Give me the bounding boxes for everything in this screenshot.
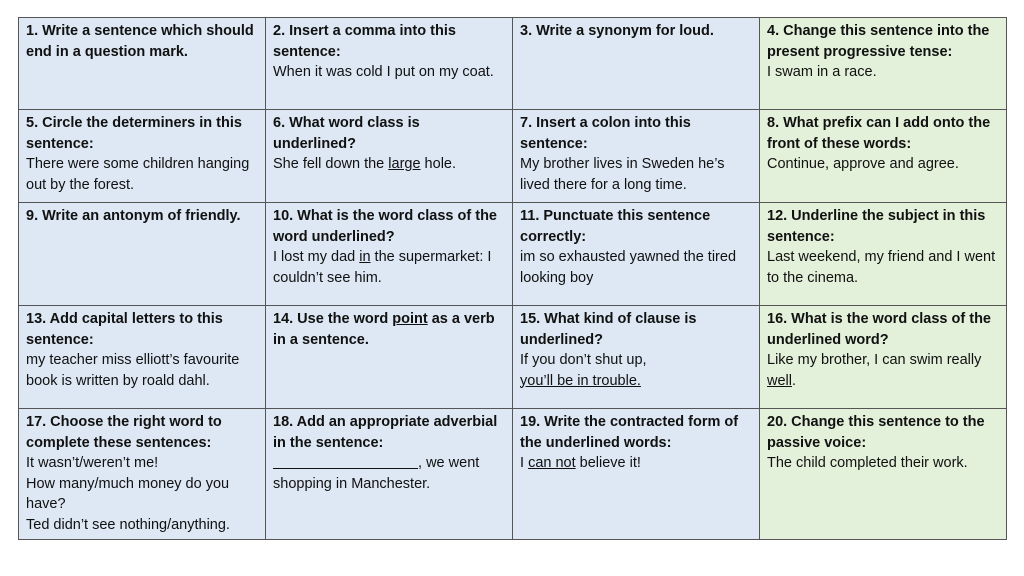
question-cell xyxy=(266,409,513,540)
question-cell xyxy=(760,409,1007,540)
grid-row xyxy=(19,110,1007,203)
question-cell xyxy=(19,18,266,110)
question-cell xyxy=(266,203,513,306)
question-cell xyxy=(513,203,760,306)
question-text: How many/much money do you have? xyxy=(26,475,230,512)
grid-row xyxy=(19,409,1007,540)
grid-row xyxy=(19,18,1007,110)
text-part: hole. xyxy=(420,156,457,172)
question-text xyxy=(273,247,505,288)
question-text xyxy=(520,350,752,391)
question-text xyxy=(520,453,752,474)
question-cell xyxy=(760,110,1007,203)
question-title: 15. What kind of clause is underlined? xyxy=(520,311,697,348)
text-part: as a verb in a sentence. xyxy=(273,311,495,348)
text-part: She fell down the xyxy=(273,156,389,172)
question-text: im so exhausted yawned the tired looking boy xyxy=(520,249,737,286)
underlined-word xyxy=(273,455,418,471)
question-text xyxy=(767,350,999,391)
question-text xyxy=(273,453,505,494)
underlined-word: can not xyxy=(528,455,576,471)
grid-row xyxy=(19,203,1007,306)
question-cell xyxy=(760,306,1007,409)
question-text: Last weekend, my friend and I went to the cinema. xyxy=(767,249,996,286)
question-cell xyxy=(266,18,513,110)
question-cell xyxy=(513,110,760,203)
question-cell xyxy=(513,306,760,409)
question-title: 1. Write a sentence which should end in a question mark. xyxy=(26,23,254,60)
question-text: I swam in a race. xyxy=(767,64,877,80)
text-part: If you don’t shut up, xyxy=(520,352,647,368)
question-text: my teacher miss elliott’s favourite book is written by roald dahl. xyxy=(26,352,240,389)
text-part: I xyxy=(520,455,529,471)
underlined-word: well xyxy=(767,372,792,389)
underlined-word: you’ll be in trouble. xyxy=(520,372,641,389)
question-cell xyxy=(266,110,513,203)
question-title: 9. Write an antonym of friendly. xyxy=(26,208,241,224)
text-part: 14. Use the word xyxy=(273,311,393,327)
question-title: 8. What prefix can I add onto the front of these words: xyxy=(767,115,991,152)
question-cell xyxy=(19,203,266,306)
question-cell xyxy=(19,306,266,409)
question-title: 12. Underline the subject in this sentence: xyxy=(767,208,986,245)
question-title: 17. Choose the right word to complete these sentences: xyxy=(26,414,222,451)
question-title xyxy=(273,309,505,350)
question-text xyxy=(273,154,505,175)
question-title: 5. Circle the determiners in this sentence: xyxy=(26,115,242,152)
question-title: 11. Punctuate this sentence correctly: xyxy=(520,208,711,245)
question-cell xyxy=(19,110,266,203)
question-title: 19. Write the contracted form of the underlined words: xyxy=(520,414,739,451)
question-cell xyxy=(19,409,266,540)
question-text: Continue, approve and agree. xyxy=(767,156,959,172)
question-title: 4. Change this sentence into the present progressive tense: xyxy=(767,23,990,60)
question-title: 10. What is the word class of the word underlined? xyxy=(273,208,497,245)
question-title: 7. Insert a colon into this sentence: xyxy=(520,115,691,152)
question-title: 13. Add capital letters to this sentence: xyxy=(26,311,223,348)
question-cell xyxy=(513,18,760,110)
text-part: . xyxy=(791,372,797,389)
question-text: It wasn’t/weren’t me! xyxy=(26,455,159,471)
grammar-question-grid xyxy=(18,17,1007,540)
text-part: believe it! xyxy=(575,455,641,471)
underlined-word: point xyxy=(392,311,428,327)
question-title: 3. Write a synonym for loud. xyxy=(520,23,714,39)
question-cell xyxy=(760,18,1007,110)
question-cell xyxy=(513,409,760,540)
underlined-word: large xyxy=(388,156,421,172)
text-part: the supermarket: I couldn’t see him. xyxy=(273,249,492,286)
question-title: 2. Insert a comma into this sentence: xyxy=(273,23,456,60)
question-cell xyxy=(266,306,513,409)
question-text: The child completed their work. xyxy=(767,455,968,471)
underlined-word: in xyxy=(359,249,371,265)
question-title: 18. Add an appropriate adverbial in the sentence: xyxy=(273,414,498,451)
text-part: I lost my dad xyxy=(273,249,360,265)
question-text: There were some children hanging out by the forest. xyxy=(26,156,250,193)
question-cell xyxy=(760,203,1007,306)
grid-row xyxy=(19,306,1007,409)
question-title: 6. What word class is underlined? xyxy=(273,115,420,152)
question-text: When it was cold I put on my coat. xyxy=(273,64,494,80)
question-title: 16. What is the word class of the underlined word? xyxy=(767,311,991,348)
question-text: My brother lives in Sweden he’s lived there for a long time. xyxy=(520,156,725,193)
text-part: Like my brother, I can swim really xyxy=(767,352,982,368)
question-title: 20. Change this sentence to the passive voice: xyxy=(767,414,985,451)
text-part: , we went shopping in Manchester. xyxy=(273,455,480,492)
question-text: Ted didn’t see nothing/anything. xyxy=(26,516,230,533)
